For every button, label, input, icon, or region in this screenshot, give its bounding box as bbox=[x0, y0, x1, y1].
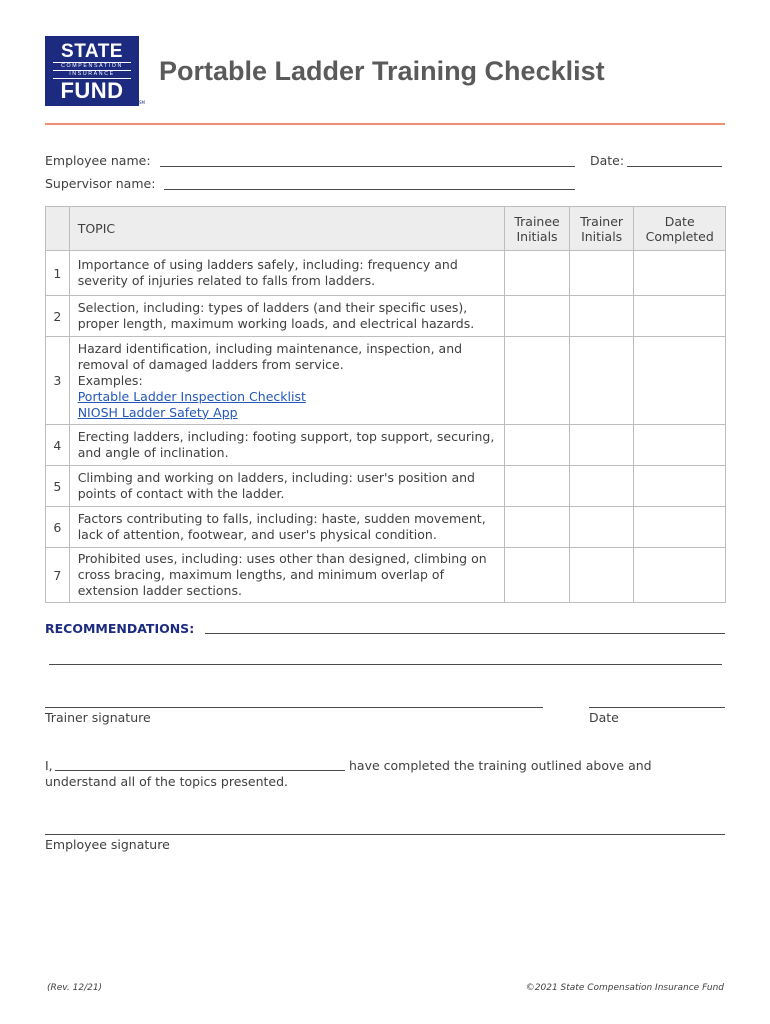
topic-text: Climbing and working on ladders, including: user's position and points of contact with the ladder. bbox=[69, 466, 505, 507]
employee-name-field[interactable] bbox=[160, 166, 575, 167]
topic-text: Prohibited uses, including: uses other than designed, climbing on cross bracing, maximum lengths, and minimum overlap of extension ladder sections. bbox=[69, 548, 505, 603]
trainee-initials-cell[interactable] bbox=[505, 507, 570, 548]
logo-state: STATE bbox=[61, 41, 123, 62]
recommendations-field[interactable] bbox=[205, 633, 725, 634]
supervisor-name-field[interactable] bbox=[164, 189, 575, 190]
recommendations-label: RECOMMENDATIONS: bbox=[45, 621, 195, 636]
logo-compensation: COMPENSATION bbox=[53, 62, 131, 71]
page-title: Portable Ladder Training Checklist bbox=[159, 56, 605, 86]
date-completed-cell[interactable] bbox=[634, 548, 726, 603]
row-number: 2 bbox=[46, 296, 70, 337]
table-row bbox=[46, 425, 726, 466]
row-number: 4 bbox=[46, 425, 70, 466]
date-completed-cell[interactable] bbox=[634, 425, 726, 466]
table-row bbox=[46, 296, 726, 337]
date-completed-cell[interactable] bbox=[634, 507, 726, 548]
trainee-initials-cell[interactable] bbox=[505, 466, 570, 507]
supervisor-name-label: Supervisor name: bbox=[45, 176, 156, 191]
topic-text: Importance of using ladders safely, including: frequency and severity of injuries related to falls from ladders. bbox=[69, 251, 505, 296]
employee-name-statement-field[interactable] bbox=[55, 770, 345, 771]
statement-suffix: have completed the training outlined above and bbox=[349, 758, 652, 773]
row-number: 7 bbox=[46, 548, 70, 603]
statement-line2: understand all of the topics presented. bbox=[45, 774, 289, 789]
trainer-signature-field[interactable] bbox=[45, 707, 543, 708]
trainee-initials-cell[interactable] bbox=[505, 548, 570, 603]
trainee-initials-cell[interactable] bbox=[505, 425, 570, 466]
trainee-initials-cell[interactable] bbox=[505, 337, 570, 425]
trainer-signature-label: Trainer signature bbox=[45, 710, 151, 725]
date-completed-cell[interactable] bbox=[634, 466, 726, 507]
num-header bbox=[46, 207, 70, 251]
examples-label: Examples: bbox=[77, 372, 143, 388]
trainer-initials-cell[interactable] bbox=[569, 507, 634, 548]
trainer-initials-cell[interactable] bbox=[569, 425, 634, 466]
niosh-app-link[interactable]: NIOSH Ladder Safety App bbox=[77, 404, 238, 420]
copyright-note: ©2021 State Compensation Insurance Fund bbox=[525, 983, 724, 993]
title-divider bbox=[45, 123, 725, 125]
inspection-checklist-link[interactable]: Portable Ladder Inspection Checklist bbox=[77, 388, 306, 404]
table-header-row bbox=[46, 207, 726, 251]
employee-signature-field[interactable] bbox=[45, 834, 725, 835]
topic-header: TOPIC bbox=[69, 207, 505, 251]
date-completed-cell[interactable] bbox=[634, 296, 726, 337]
trainer-date-field[interactable] bbox=[589, 707, 725, 708]
date-completed-cell[interactable] bbox=[634, 337, 726, 425]
service-mark: SM bbox=[139, 100, 145, 105]
state-fund-logo bbox=[45, 36, 139, 106]
topic-cell bbox=[69, 337, 505, 425]
trainer-initials-cell[interactable] bbox=[569, 548, 634, 603]
topics-table bbox=[45, 206, 726, 603]
trainer-initials-cell[interactable] bbox=[569, 296, 634, 337]
trainer-initials-cell[interactable] bbox=[569, 251, 634, 296]
topic-text: Erecting ladders, including: footing support, top support, securing, and angle of inclination. bbox=[69, 425, 505, 466]
trainer-initials-header: Trainer Initials bbox=[569, 207, 634, 251]
employee-name-label: Employee name: bbox=[45, 153, 151, 168]
trainer-date-label: Date bbox=[589, 710, 619, 725]
table-row bbox=[46, 466, 726, 507]
trainer-initials-cell[interactable] bbox=[569, 337, 634, 425]
recommendations-field-line2[interactable] bbox=[49, 664, 722, 665]
date-completed-cell[interactable] bbox=[634, 251, 726, 296]
topic-text: Selection, including: types of ladders (and their specific uses), proper length, maximum working loads, and electrical hazards. bbox=[69, 296, 505, 337]
table-row bbox=[46, 548, 726, 603]
row-number: 6 bbox=[46, 507, 70, 548]
date-field[interactable] bbox=[627, 166, 722, 167]
row-number: 5 bbox=[46, 466, 70, 507]
trainee-initials-cell[interactable] bbox=[505, 251, 570, 296]
row-number: 1 bbox=[46, 251, 70, 296]
table-row bbox=[46, 251, 726, 296]
logo-fund: FUND bbox=[60, 78, 124, 103]
topic-text: Hazard identification, including maintenance, inspection, and removal of damaged ladders from service. bbox=[77, 340, 463, 372]
date-completed-header: Date Completed bbox=[634, 207, 726, 251]
row-number: 3 bbox=[46, 337, 70, 425]
table-row bbox=[46, 337, 726, 425]
topic-text: Factors contributing to falls, including: haste, sudden movement, lack of attention, footwear, and user's physical condition. bbox=[69, 507, 505, 548]
trainee-initials-header: Trainee Initials bbox=[505, 207, 570, 251]
trainee-initials-cell[interactable] bbox=[505, 296, 570, 337]
date-label: Date: bbox=[590, 153, 625, 168]
statement-prefix: I, bbox=[45, 758, 53, 773]
employee-signature-label: Employee signature bbox=[45, 837, 170, 852]
trainer-initials-cell[interactable] bbox=[569, 466, 634, 507]
revision-note: (Rev. 12/21) bbox=[47, 983, 103, 993]
logo-insurance: INSURANCE bbox=[53, 71, 131, 79]
table-row bbox=[46, 507, 726, 548]
